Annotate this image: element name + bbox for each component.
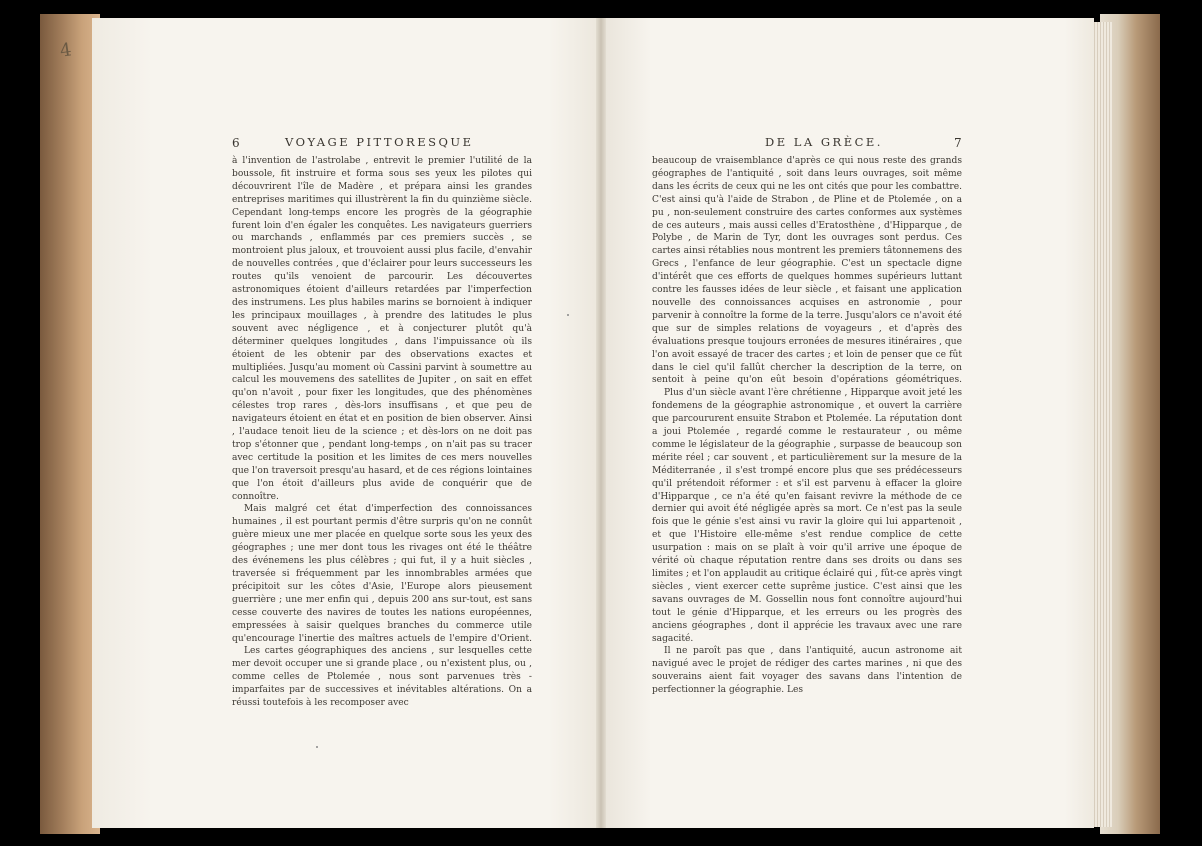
left-paragraph-2: Mais malgré cet état d'imperfection des connoissances humaines , il est pourtant permis d'être surpris qu'on ne connût guère mieux une mer placée en quelque sorte sous les yeux des géographes ; une mer dont tous les rivages ont été le théâtre des événemens les plus célèbres ; qui fut, il y a huit siècles , traversée si fréquemment par les innombrables armées que précipitoit sur les côtes d'Asie, l'Europe alors pieusement guerrière ; une mer enfin qui , depuis 200 ans sur-tout, est sans cesse couverte des navires de toutes les nations européennes, empressées à saisir quelques branches du commerce utile qu'encourage l'inertie des maîtres actuels de l'empire d'Orient. bbox=[232, 504, 532, 644]
right-running-head: DE LA GRÈCE. bbox=[765, 135, 883, 149]
left-paragraph-1: à l'invention de l'astrolabe , entrevit le premier l'utilité de la boussole, fit instruire et forma sous ses yeux les pilotes qui découvrirent l'île de Madère , et prépara ainsi les grandes entreprises maritimes qui illustrèrent la fin du quinzième siècle. Cependant long-temps encore les progrès de la géographie furent loin d'en égaler les conquêtes. Les navigateurs guerriers ou marchands , enflammés par ces premiers succès , se montroient plus jaloux, et trouvoient aussi plus facile, d'envahir de nouvelles contrées , que d'éclairer pour leurs successeurs les routes qu'ils venoient de parcourir. Les découvertes astronomiques étoient d'ailleurs retardées par l'imperfection des instrumens. Les plus habiles marins se bornoient à indiquer les principaux mouillages , à prendre des latitudes le plus souvent avec négligence , et à conjecturer plutôt qu'à déterminer quelques longitudes , dans l'impuissance où ils étoient de les obtenir par des observations exactes et multipliées. Jusqu'au moment où Cassini parvint à soumettre au calcul les mouvemens des satellites de Jupiter , on sait en effet qu'on n'avoit , pour fixer les longitudes, que des phénomènes célestes trop rares , dès-lors insuffisans , et que peu de navigateurs étoient en état et en position de bien observer. Ainsi , l'audace tenoit lieu de la science ; et dès-lors on ne doit pas trop s'étonner que , pendant long-temps , on n'ait pas su tracer avec certitude la position et les limites de ces mers nouvelles que l'on traversoit presqu'au hasard, et de ces régions lointaines que l'on étoit d'ailleurs plus avide de conquérir que de connoître. bbox=[232, 156, 532, 502]
right-paragraph-1: beaucoup de vraisemblance d'après ce qui nous reste des grands géographes de l'antiquité , soit dans leurs ouvrages, soit même dans les écrits de ceux qui ne les ont cités que pour les combattre. C'est ainsi qu'à l'aide de Strabon , de Pline et de Ptolemée , on a pu , non-seulement construire des cartes conformes aux systèmes de ces auteurs , mais aussi celles d'Eratosthène , d'Hipparque , de Polybe , de Marin de Tyr, dont les ouvrages sont perdus. Ces cartes ainsi rétablies nous montrent les premiers tâtonnemens des Grecs , l'enfance de leur géographie. C'est un spectacle digne d'intérêt que ces efforts de quelques hommes supérieurs luttant contre les fausses idées de leur siècle , et faisant une application nouvelle des connoissances acquises en astronomie , pour parvenir à connoître la forme de la terre. Jusqu'alors ce n'avoit été que sur de simples relations de voyageurs , et d'après des évaluations presque toujours erronées de mesures itinéraires , que l'on avoit essayé de tracer des cartes ; et loin de penser que ce fût dans le ciel qu'il fallût chercher la description de la terre, on sentoit à peine qu'on eût besoin d'opérations géométriques. bbox=[652, 156, 962, 386]
right-paragraph-2: Plus d'un siècle avant l'ère chrétienne , Hipparque avoit jeté les fondemens de la géographie astronomique , et ouvert la carrière que parcoururent ensuite Strabon et Ptolemée. La réputation dont a joui Ptolemée , regardé comme le restaurateur , ou même comme le législateur de la géographie , surpasse de beaucoup son mérite réel ; car souvent , et particulièrement sur la mesure de la Méditerranée , il s'est trompé encore plus que ses prédécesseurs qu'il prétendoit réformer : et s'il est parvenu à effacer la gloire d'Hipparque , ce n'a été qu'en faisant revivre la méthode de ce dernier qui avoit été négligée après sa mort. Ce n'est pas la seule fois que le génie s'est ainsi vu ravir la gloire qui lui appartenoit , et que l'Histoire elle-même s'est rendue complice de cette usurpation : mais on se plaît à voir qu'il arrive une époque de vérité où chaque réputation rentre dans ses droits ou dans ses limites ; et l'on applaudit au critique éclairé qui , fût-ce après vingt siècles , vient exercer cette suprême justice. C'est ainsi que les savans ouvrages de M. Gossellin nous font connoître aujourd'hui tout le génie d'Hipparque, et les erreurs ou les progrès des anciens géographes , dont il apprécie les travaux avec une rare sagacité. bbox=[652, 388, 962, 644]
right-paragraph-3: Il ne paroît pas que , dans l'antiquité, aucun astronome ait navigué avec le projet de rédiger des cartes marines , ni que des souverains aient fait voyager des savans dans l'intention de perfectionner la géographie. Les bbox=[652, 646, 962, 696]
right-page-number: 7 bbox=[954, 136, 962, 150]
left-paragraph-3: Les cartes géographiques des anciens , sur lesquelles cette mer devoit occuper une si grande place , ou n'existent plus, ou , comme celles de Ptolemée , nous sont parvenues très - imparfaites par de successives et inévitables altérations. On a réussi toutefois à les recomposer avec bbox=[232, 646, 532, 709]
right-page-body bbox=[652, 155, 962, 697]
left-page-body bbox=[232, 155, 532, 710]
book-gutter bbox=[596, 18, 606, 828]
paper-speck bbox=[567, 314, 569, 316]
left-page-number: 6 bbox=[232, 136, 240, 150]
margin-handwritten-note: 4 bbox=[58, 39, 73, 62]
page-edges bbox=[1092, 22, 1112, 827]
paper-speck bbox=[316, 746, 318, 748]
book-cover-left bbox=[40, 14, 100, 834]
left-running-head: VOYAGE PITTORESQUE bbox=[285, 135, 474, 149]
